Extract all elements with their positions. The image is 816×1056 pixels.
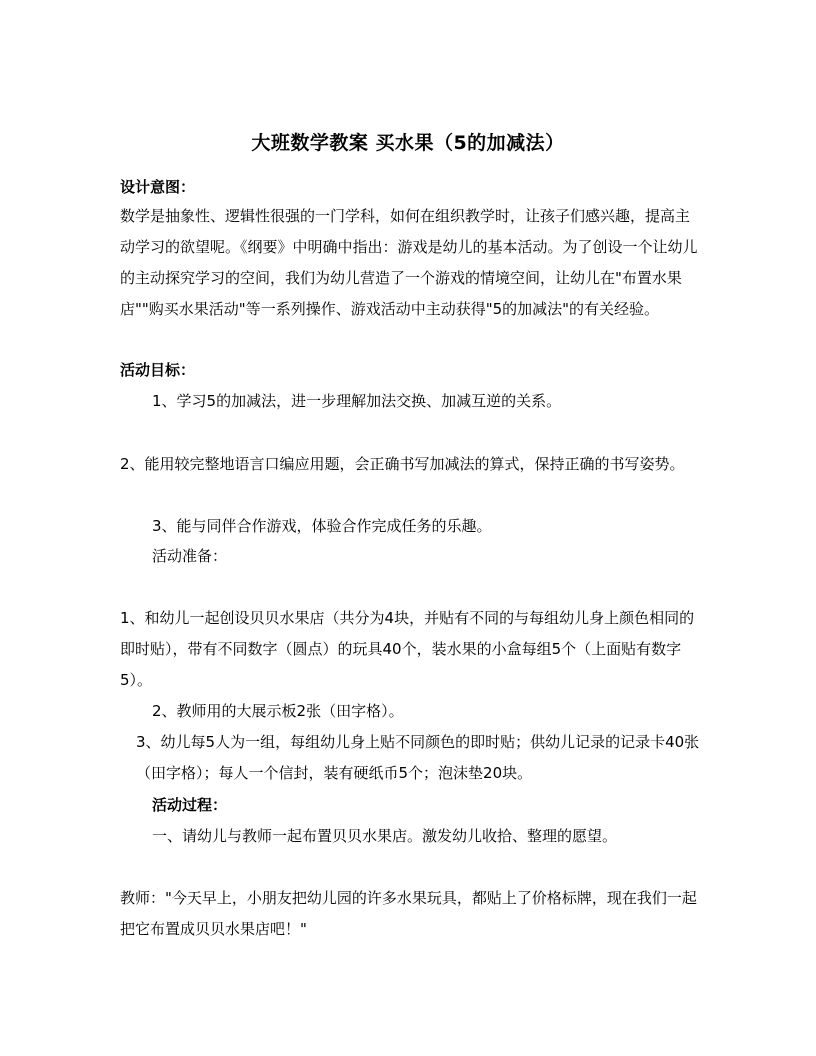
prep-item-3: 3、幼儿每5人为一组，每组幼儿身上贴不同颜色的即时贴；供幼儿记录的记录卡40张（田字格）；每人一个信封，装有硬纸币5个；泡沫垫20块。 — [136, 733, 700, 782]
goal-item-1: 1、学习5的加减法，进一步理解加法交换、加减互逆的关系。 — [152, 392, 562, 410]
goal-item-2: 2、能用较完整地语言口编应用题，会正确书写加减法的算式，保持正确的书写姿势。 — [120, 455, 685, 473]
prep-heading: 活动准备： — [152, 547, 228, 565]
prep-item-1: 1、和幼儿一起创设贝贝水果店（共分为4块，并贴有不同的与每组幼儿身上颜色相同的即时贴），带有不同数字（圆点）的玩具40个，装水果的小盒每组5个（上面贴有数字5）。 — [120, 609, 695, 689]
goal-item-3: 3、能与同伴合作游戏，体验合作完成任务的乐趣。 — [152, 517, 492, 535]
goal-heading: 活动目标： — [120, 361, 196, 379]
prep-item-2: 2、教师用的大展示板2张（田字格）。 — [152, 702, 404, 720]
design-heading: 设计意图： — [120, 178, 196, 196]
design-paragraph: 数学是抽象性、逻辑性很强的一门学科，如何在组织教学时，让孩子们感兴趣，提高主动学习的欲望呢。《纲要》中明确中指出：游戏是幼儿的基本活动。为了创设一个让幼儿的主动探究学习的空间，我们为幼儿营造了一个游戏的情境空间，让幼儿在"布置水果店""购买水果活动"等一系列操作、游戏活动中主动获得"5的加减法"的有关经验。 — [120, 207, 698, 318]
teacher-line: 教师："今天早上，小朋友把幼儿园的许多水果玩具，都贴上了价格标牌，现在我们一起把它布置成贝贝水果店吧！" — [120, 889, 697, 938]
process-heading: 活动过程： — [152, 796, 228, 814]
process-item-1: 一、请幼儿与教师一起布置贝贝水果店。激发幼儿收拾、整理的愿望。 — [152, 827, 618, 845]
document-title: 大班数学教案 买水果（5的加减法） — [251, 132, 565, 154]
